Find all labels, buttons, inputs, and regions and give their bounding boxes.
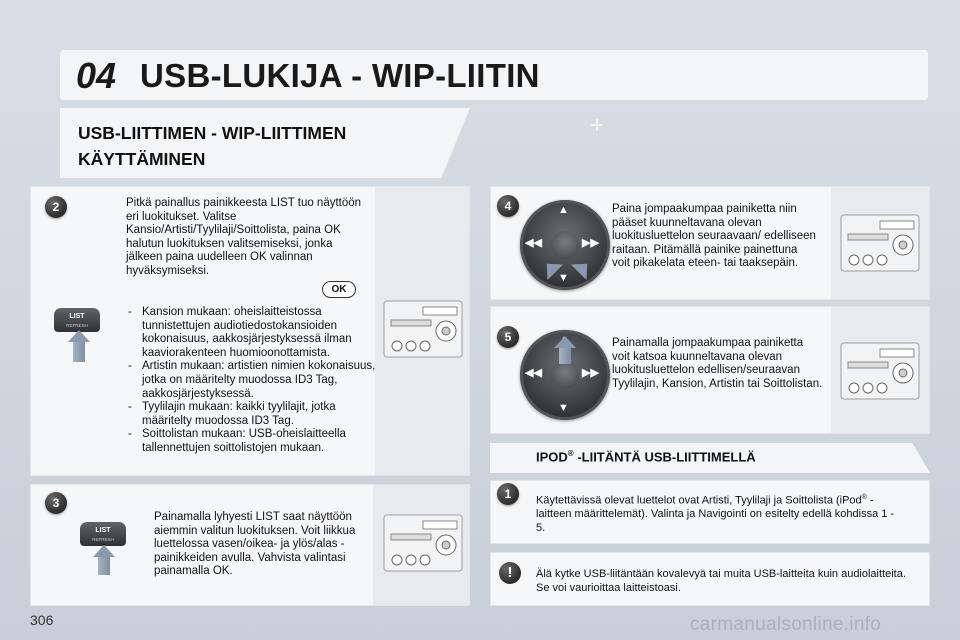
arrow-up-icon bbox=[554, 336, 576, 348]
dpad-down-glyph: ▼ bbox=[558, 402, 569, 414]
step-1-badge: 1 bbox=[497, 483, 519, 505]
list-item: - Soittolistan mukaan: USB-oheislaitteella tallennettujen soittolistojen mukaan. bbox=[126, 428, 382, 455]
chapter-number: 04 bbox=[76, 55, 117, 96]
radio-unit-icon bbox=[840, 340, 922, 402]
radio-unit-icon bbox=[840, 212, 922, 274]
list-button-icon bbox=[80, 522, 126, 546]
ok-button-icon: OK bbox=[322, 281, 356, 298]
step-3-badge: 3 bbox=[45, 492, 67, 514]
classification-list bbox=[126, 306, 382, 456]
ipod-title bbox=[536, 449, 756, 464]
dpad-center bbox=[551, 361, 579, 389]
dpad-down-glyph: ▼ bbox=[558, 272, 569, 284]
step-3-text: Painamalla lyhyesti LIST saat näyttöön aiemmin valitun luokituksen. Voit liikkua luettelossa vasen/oikea- ja ylös/alas -painikkeiden avulla. Vahvista valintasi painamalla OK. bbox=[154, 511, 356, 578]
step-4-text: Paina jompaakumpaa painiketta niin pääset kuunneltavana olevan luokitusluettelon seuraavaan/ edelliseen raitaan. Pitämällä painike painettuna voit pikakelata eteen- tai taaksepäin. bbox=[612, 203, 816, 270]
arrow-up-icon bbox=[93, 545, 115, 557]
list-sub-label: REFRESH bbox=[66, 323, 88, 328]
list-sub-label: REFRESH bbox=[92, 537, 114, 542]
page-title: USB-LUKIJA - WIP-LIITIN bbox=[140, 57, 540, 94]
dpad-up-glyph: ▲ bbox=[558, 334, 569, 346]
arrow-up-icon bbox=[68, 330, 90, 342]
dpad-left-glyph: ◀◀ bbox=[525, 237, 542, 249]
dpad-icon bbox=[520, 200, 610, 290]
ipod-text bbox=[536, 491, 902, 536]
dpad-right-glyph: ▶▶ bbox=[582, 237, 599, 249]
step-2-badge: 2 bbox=[45, 196, 67, 218]
dpad-up-glyph: ▲ bbox=[558, 204, 569, 216]
arrow-shaft bbox=[559, 348, 571, 364]
watermark: carmanualsonline.info bbox=[690, 614, 882, 635]
page-number: 306 bbox=[30, 612, 54, 628]
dpad-right-glyph: ▶▶ bbox=[582, 367, 599, 379]
ipod-text-a: Käytettävissä olevat luettelot ovat Artisti, Tyylilaji ja Soittolista (iPod bbox=[536, 494, 862, 507]
section-title: USB-LIITTIMEN - WIP-LIITTIMEN KÄYTTÄMINEN bbox=[78, 123, 347, 169]
warning-text: Älä kytke USB-liitäntään kovalevyä tai muita USB-laitteita kuin audiolaitteita. Se voi vaurioittaa laitteistoasi. bbox=[536, 568, 906, 594]
arrow-shaft bbox=[73, 342, 85, 362]
step-5-badge: 5 bbox=[497, 326, 519, 348]
arrow-shaft bbox=[98, 557, 110, 575]
list-item: - Tyylilajin mukaan: kaikki tyylilajit, jotka määritelty muodossa ID3 Tag. bbox=[126, 401, 382, 428]
radio-unit-icon bbox=[383, 298, 465, 360]
ipod-text-b: - laitteen määrittelemät). Valinta ja Navigointi on esitelty edellä kohdissa 1 - 5. bbox=[536, 494, 895, 535]
dpad-left-glyph: ◀◀ bbox=[525, 367, 542, 379]
step-4-badge: 4 bbox=[497, 195, 519, 217]
warning-icon: ! bbox=[499, 562, 521, 584]
list-button-icon bbox=[54, 308, 100, 332]
list-label: LIST bbox=[69, 313, 85, 320]
list-item: - Artistin mukaan: artistien nimien kokonaisuus, jotka on määritelty muodossa ID3 Tag, aakkosjärjestyksessä. bbox=[126, 360, 382, 401]
ipod-text-sup: ® bbox=[861, 494, 867, 501]
list-label: LIST bbox=[95, 527, 111, 534]
ipod-title-sup: ® bbox=[567, 449, 574, 458]
ipod-title-a: IPOD bbox=[536, 449, 568, 465]
plus-decoration: + bbox=[590, 112, 605, 139]
step-5-text: Painamalla jompaakumpaa painiketta voit katsoa kuunneltavana olevan luokitusluettelon edellisen/seuraavan Tyylilajin, Kansion, Artistin tai Soittolistan. bbox=[612, 337, 823, 390]
list-item: - Kansion mukaan: oheislaitteistossa tunnistettujen audiotiedostokansioiden kokonaisuus, aakkosjärjestyksessä ilman kaaviorakenteen huomioonottamista. bbox=[126, 306, 382, 360]
step-2-intro: Pitkä painallus painikkeesta LIST tuo näyttöön eri luokitukset. Valitse Kansio/Artisti/Tyylilaji/Soittolista, paina OK halutun luokituksen valitsemiseksi, jonka jälkeen paina uudelleen OK valinnan hyväksymiseksi. bbox=[126, 197, 362, 277]
dpad-center bbox=[551, 231, 579, 259]
ipod-title-b: -LIITÄNTÄ USB-LIITTIMELLÄ bbox=[573, 449, 756, 465]
radio-unit-icon bbox=[383, 512, 465, 574]
